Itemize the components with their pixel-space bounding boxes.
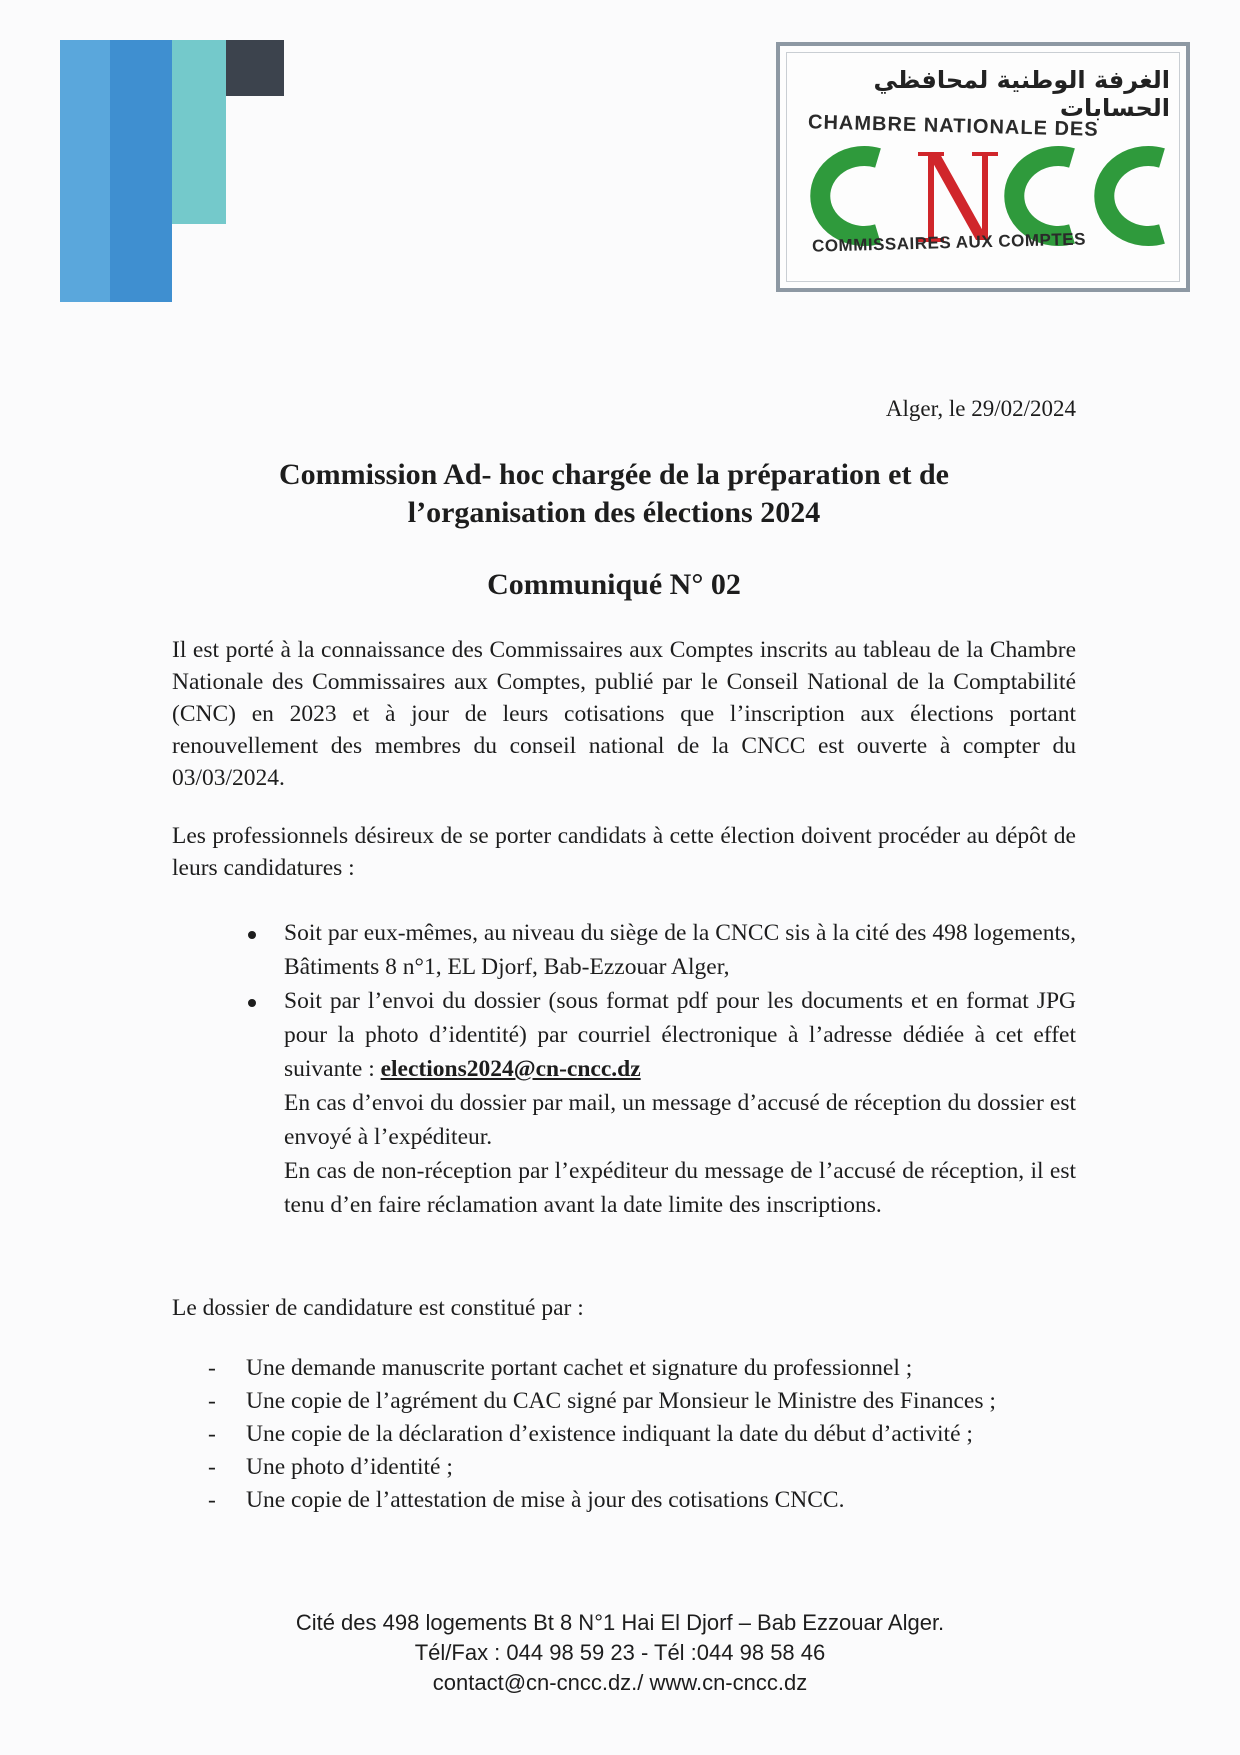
- footer-phone: Tél/Fax : 044 98 59 23 - Tél :044 98 58 46: [414, 1640, 826, 1665]
- communique-number: Communiqué N° 02: [487, 568, 741, 601]
- list-item: [206, 1451, 1076, 1484]
- dash-marker: -: [208, 1355, 216, 1381]
- logo-arabic-text: الغرفة الوطنية لمحافظي الحسابات: [873, 66, 1170, 122]
- list-item: [206, 1385, 1076, 1418]
- paragraph-announcement: Il est porté à la connaissance des Commissaires aux Comptes inscrits au tableau de la Chambre Nationale des Commissaires aux Comptes, publié par le Conseil National de la Comptabilité (CNC) en 2023 et à jour de leurs cotisations que l’inscription aux élections portant renouvellement des membres du conseil national de la CNCC est ouverte à compter du 03/03/2024.: [172, 637, 1076, 791]
- list-item: [206, 1484, 1076, 1517]
- bullet-icon: [248, 931, 256, 939]
- logo-top-text: CHAMBRE NATIONALE DES: [807, 111, 1099, 141]
- document-item: Une copie de l’agrément du CAC signé par Monsieur le Ministre des Finances ;: [246, 1388, 996, 1414]
- cncc-logo: [776, 42, 1190, 292]
- list-item: [206, 1352, 1076, 1385]
- document-item: Une copie de l’attestation de mise à jour des cotisations CNCC.: [246, 1487, 845, 1513]
- document-item: Une demande manuscrite portant cachet et signature du professionnel ;: [246, 1355, 913, 1381]
- dossier-documents-list: [206, 1352, 1076, 1517]
- dash-marker: -: [208, 1454, 216, 1480]
- bullet-text-acknowledgement: En cas d’envoi du dossier par mail, un message d’accusé de réception du dossier est envoyé à l’expéditeur.: [284, 1090, 1076, 1150]
- title-line-1: Commission Ad- hoc chargée de la préparation et de: [279, 458, 949, 491]
- document-date: Alger, le 29/02/2024: [885, 396, 1076, 421]
- paragraph-dossier: Le dossier de candidature est constitué par :: [172, 1295, 584, 1321]
- dash-marker: -: [208, 1487, 216, 1513]
- footer-web: contact@cn-cncc.dz./ www.cn-cncc.dz: [432, 1670, 808, 1695]
- decor-block-lightblue: [60, 40, 110, 302]
- decor-block-teal: [172, 40, 226, 224]
- decor-block-dark: [226, 40, 284, 96]
- paragraph-candidates: Les professionnels désireux de se porter candidats à cette élection doivent procéder au dépôt de leurs candidatures :: [172, 823, 1076, 881]
- submission-methods-list: [244, 916, 1076, 1222]
- bullet-text-non-reception: En cas de non-réception par l’expéditeur du message de l’accusé de réception, il est tenu d’en faire réclamation avant la date limite des inscriptions.: [284, 1158, 1076, 1218]
- bullet-text: Soit par eux-mêmes, au niveau du siège de la CNCC sis à la cité des 498 logements, Bâtiments 8 n°1, EL Djorf, Bab-Ezzouar Alger,: [284, 920, 1076, 980]
- title-line-2: l’organisation des élections 2024: [407, 496, 821, 529]
- document-item: Une copie de la déclaration d’existence indiquant la date du début d’activité ;: [246, 1421, 973, 1447]
- bullet-icon: [248, 999, 256, 1007]
- document-title: [0, 456, 1234, 532]
- footer-contact: [0, 1608, 1240, 1698]
- document-item: Une photo d’identité ;: [246, 1454, 453, 1480]
- bullet-text: Soit par l’envoi du dossier (sous format pdf pour les documents et en format JPG pour la photo d’identité) par courriel électronique à l’adresse dédiée à cet effet suivante :: [284, 988, 1076, 1082]
- footer-address: Cité des 498 logements Bt 8 N°1 Hai El Djorf – Bab Ezzouar Alger.: [295, 1610, 945, 1635]
- list-item: [244, 916, 1076, 984]
- dash-marker: -: [208, 1421, 216, 1447]
- dash-marker: -: [208, 1388, 216, 1414]
- list-item: [244, 984, 1076, 1222]
- logo-bottom-text: COMMISSAIRES AUX COMPTES: [811, 229, 1087, 256]
- list-item: [206, 1418, 1076, 1451]
- elections-email-link[interactable]: elections2024@cn-cncc.dz: [380, 1056, 641, 1082]
